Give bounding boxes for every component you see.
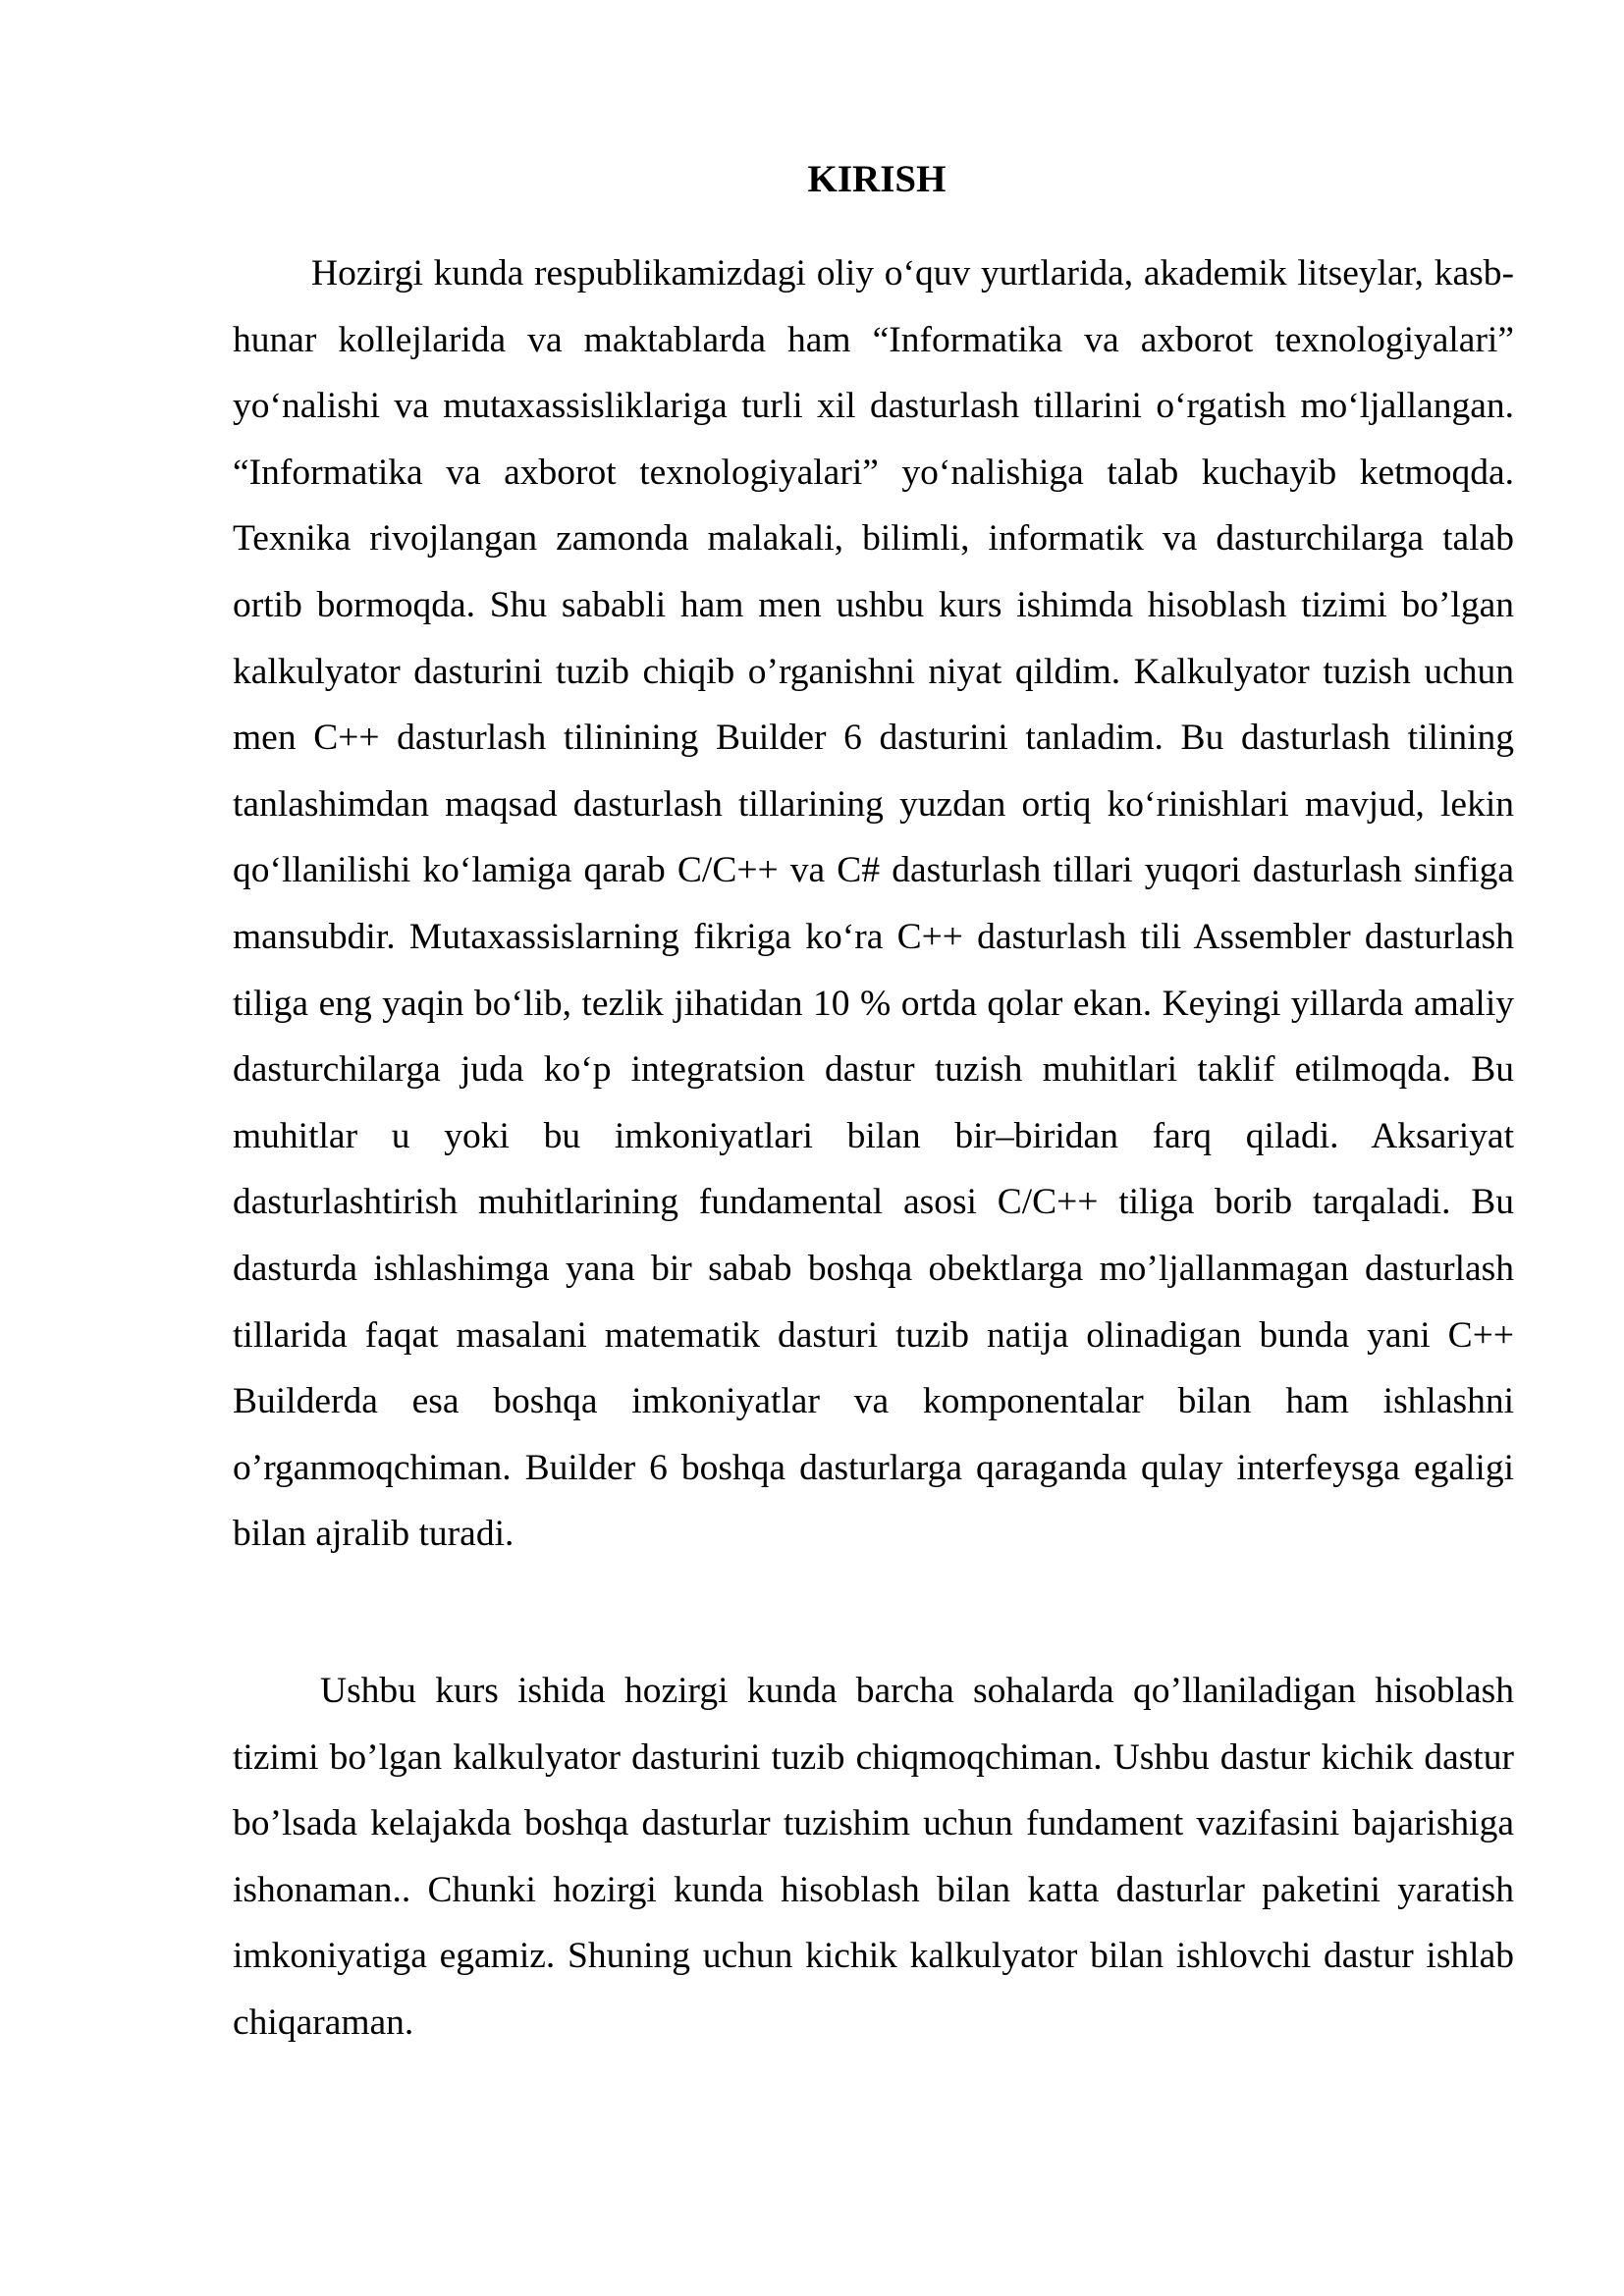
paragraph-2: Ushbu kurs ishida hozirgi kunda barcha sohalarda qo’llaniladigan hisoblash tizimi bo’lgan kalkulyator dasturini tuzib chiqmoqchiman. Ushbu dastur kichik dastur bo’lsada kelajakda boshqa dasturlar tuzishim uchun fundament vazifasini bajarishiga ishonaman.. Chunki hozirgi kunda hisoblash bilan katta dasturlar paketini yaratish imkoniyatiga egamiz. Shuning uchun kichik kalkulyator bilan ishlovchi dastur ishlab chiqaraman. — [233, 1671, 1514, 2043]
page-title: KIRISH — [807, 158, 947, 200]
paragraph-1: Hozirgi kunda respublikamizdagi oliy o‘quv yurtlarida, akademik litseylar, kasb-hunar kollejlarida va maktablarda ham “Informatika va axborot texnologiyalari” yo‘nalishi va mutaxassisliklariga turli xil dasturlash tillarini o‘rgatish mo‘ljallangan. “Informatika va axborot texnologiyalari” yo‘nalishiga talab kuchayib ketmoqda. Texnika rivojlangan zamonda malakali, bilimli, informatik va dasturchilarga talab ortib bormoqda. Shu sababli ham men ushbu kurs ishimda hisoblash tizimi bo’lgan kalkulyator dasturini tuzib chiqib o’rganishni niyat qildim. Kalkulyator tuzish uchun men C++ dasturlash tilinining Builder 6 dasturini tanladim. Bu dasturlash tilining tanlashimdan maqsad dasturlash tillarining yuzdan ortiq ko‘rinishlari mavjud, lekin qo‘llanilishi ko‘lamiga qarab C/C++ va C# dasturlash tillari yuqori dasturlash sinfiga mansubdir. Mutaxassislarning fikriga ko‘ra C++ dasturlash tili Assembler dasturlash tiliga eng yaqin bo‘lib, tezlik jihatidan 10 % ortda qolar ekan. Keyingi yillarda amaliy dasturchilarga juda ko‘p integratsion dastur tuzish muhitlari taklif etilmoqda. Bu muhitlar u yoki bu imkoniyatlari bilan bir–biridan farq qiladi. Aksariyat dasturlashtirish muhitlarining fundamental asosi C/C++ tiliga borib tarqaladi. Bu dasturda ishlashimga yana bir sabab boshqa obektlarga mo’ljallanmagan dasturlash tillarida faqat masalani matematik dasturi tuzib natija olinadigan bunda yani C++ Builderda esa boshqa imkoniyatlar va komponentalar bilan ham ishlashni o’rganmoqchiman. Builder 6 boshqa dasturlarga qaraganda qulay interfeysga egaligi bilan ajralib turadi. — [233, 253, 1514, 1555]
